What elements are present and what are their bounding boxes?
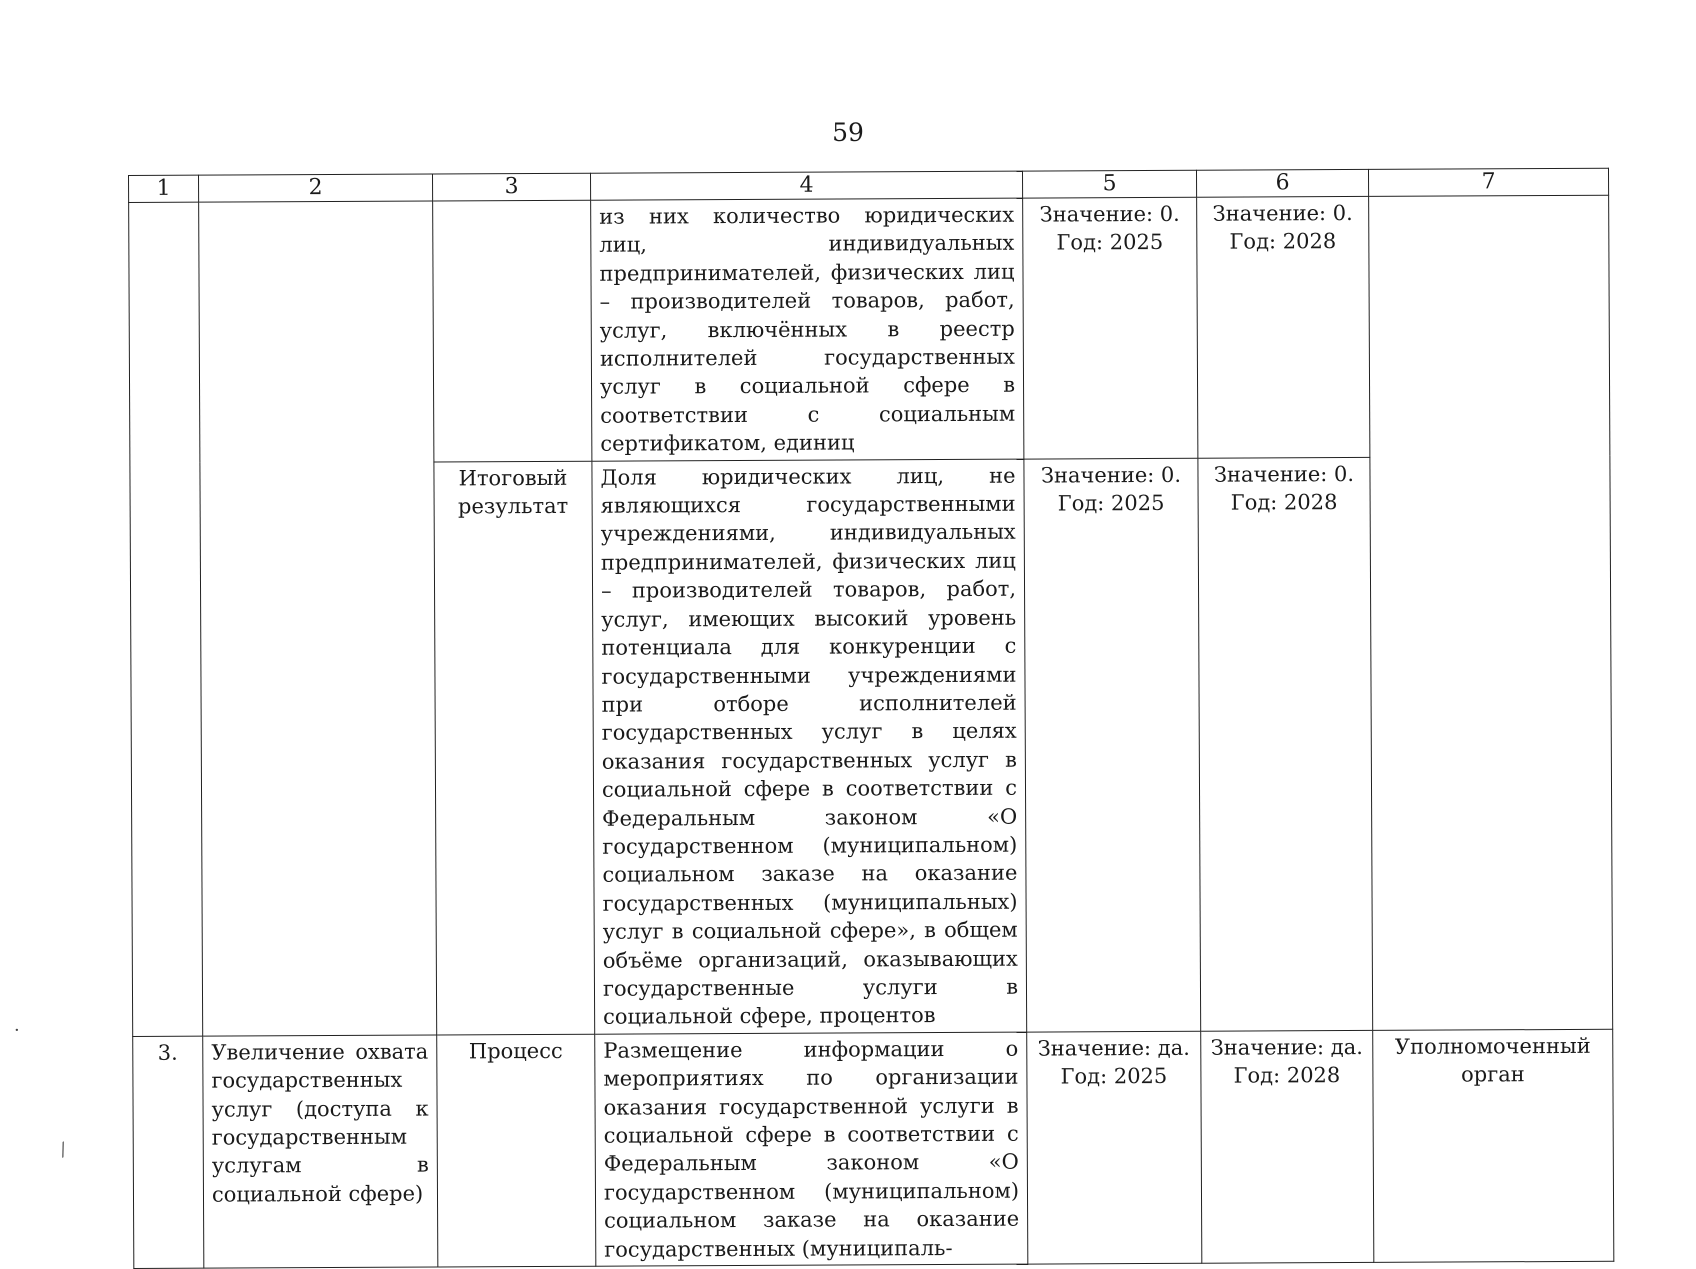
header-cell-3: 3 (432, 173, 590, 201)
responsible-cell (1369, 195, 1613, 1030)
header-cell-7: 7 (1368, 168, 1608, 196)
target-value-cell: Значение: 0. Год: 2028 (1197, 196, 1370, 457)
header-cell-5: 5 (1022, 170, 1196, 198)
header-cell-6: 6 (1196, 169, 1368, 197)
scan-mark: · (14, 1020, 20, 1041)
indicator-table (128, 168, 1614, 1269)
indicator-cell: Размещение информации о мероприятиях по организации оказания государственной услуги в социальной сфере в соответствии с Федеральным законом «О государственном (муниципальном) социальном заказе на оказание государственных (муниципаль- (595, 1032, 1028, 1266)
page-number: 59 (832, 118, 864, 147)
result-type-cell: Итоговый результат (434, 461, 595, 1035)
result-type-cell (433, 200, 592, 461)
row-number-cell: 3. (133, 1036, 204, 1269)
indicator-cell: из них количество юридических лиц, индивидуальных предпринимателей, физических лиц – производителей товаров, работ, услуг, включённых в реестр исполнителей государственных услуг в социальной сфере в соответствии с социальным сертификатом, единиц (591, 198, 1024, 461)
target-value-cell: Значение: да. Год: 2028 (1201, 1030, 1374, 1263)
base-value-cell: Значение: 0. Год: 2025 (1023, 197, 1198, 459)
header-cell-2: 2 (199, 174, 433, 202)
scan-mark: ⁄ (56, 1140, 71, 1161)
base-value-cell: Значение: да. Год: 2025 (1027, 1031, 1202, 1264)
header-cell-1: 1 (129, 175, 199, 202)
row-number-cell (129, 202, 203, 1036)
table-row (133, 1029, 1614, 1268)
indicator-cell: Доля юридических лиц, не являющихся государственными учреждениями, индивидуальных предпринимателей, физических лиц – производителей товаров, работ, услуг, имеющих высокий уровень потенциала для конкуренции с государственными учреждениями при отборе исполнителей государственных услуг в целях оказания государственных услуг в социальной сфере в соответствии с Федеральным законом «О государственном (муниципальном) социальном заказе на оказание государственных (муниципальных) услуг в социальной сфере», в общем объёме организаций, оказывающих государственные услуги в социальной сфере, процентов (592, 459, 1027, 1034)
table-row (129, 195, 1610, 463)
result-type-cell: Процесс (437, 1034, 596, 1267)
header-cell-4: 4 (590, 171, 1022, 200)
target-value-cell: Значение: 0. Год: 2028 (1198, 457, 1373, 1031)
task-cell: Увеличение охвата государственных услуг (доступа к государственным услугам в социальной сфере) (203, 1035, 438, 1268)
task-cell (199, 201, 437, 1036)
responsible-cell: Уполномоченный орган (1373, 1029, 1614, 1262)
base-value-cell: Значение: 0. Год: 2025 (1024, 458, 1201, 1032)
